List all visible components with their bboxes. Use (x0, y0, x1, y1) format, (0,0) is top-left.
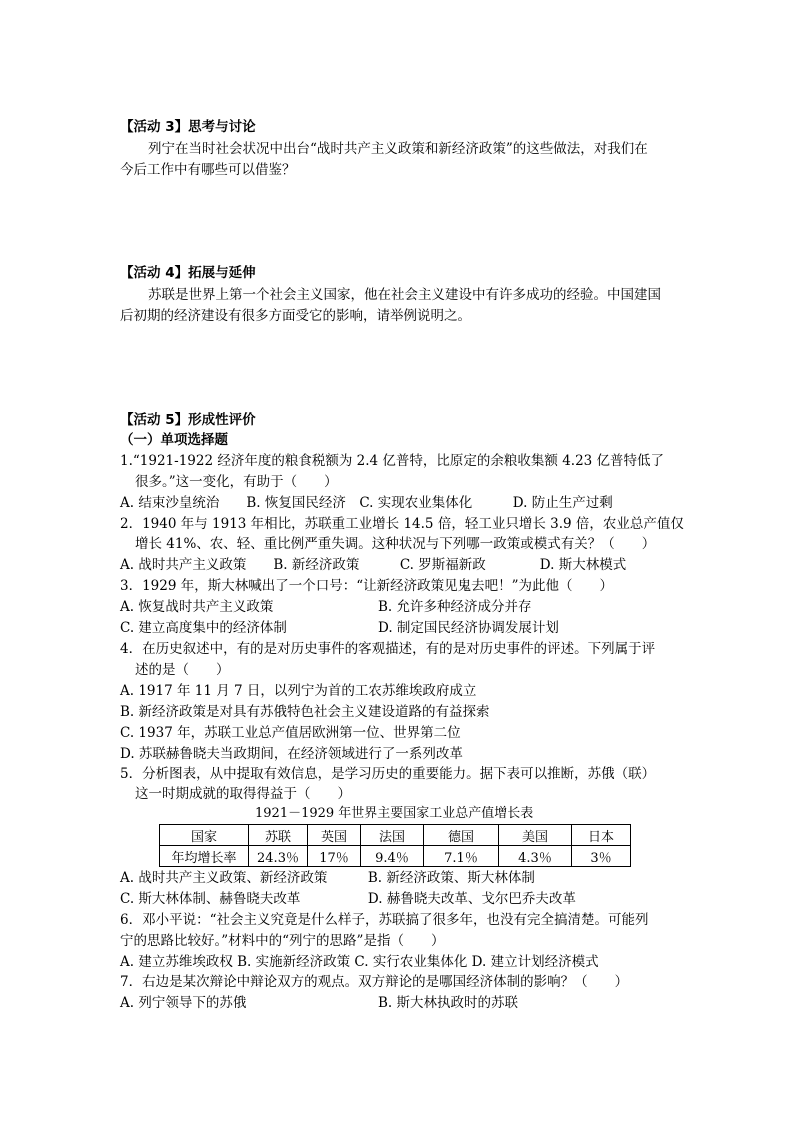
table-cell-rate: 9.4％ (361, 846, 424, 867)
q7-option-b: B. 斯大林执政时的苏联 (378, 995, 519, 1011)
q4-stem-line2: 述的是（ ） (135, 662, 230, 678)
table-cell-rate: 4.3％ (499, 846, 572, 867)
q3-option-d: D. 制定国民经济协调发展计划 (378, 620, 559, 636)
q7-stem: 7．右边是某次辩论中辩论双方的观点。双方辩论的是哪国经济体制的影响？（ ） (120, 974, 629, 990)
table-cell-country: 英国 (308, 825, 361, 846)
q4-option-a: A. 1917 年 11 月 7 日，以列宁为首的工农苏维埃政府成立 (120, 683, 477, 699)
q5-options-ab: A. 战时共产主义政策、新经济政策 B. 新经济政策、斯大林体制 (120, 870, 535, 886)
table-header-growth-rate: 年均增长率 (160, 846, 249, 867)
q4-option-c: C. 1937 年，苏联工业总产值居欧洲第一位、世界第二位 (120, 725, 461, 741)
table-cell-rate: 7.1％ (424, 846, 499, 867)
q3-option-c: C. 建立高度集中的经济体制 (120, 620, 287, 636)
section-heading-single-choice: （一）单项选择题 (120, 432, 228, 448)
table-row-growth-rates (160, 846, 631, 867)
table-cell-country: 日本 (572, 825, 631, 846)
q3-stem: 3．1929 年，斯大林喊出了一个口号：“让新经济政策见鬼去吧！”为此他（ ） (120, 578, 614, 594)
q1-stem-line1: 1.“1921-1922 经济年度的粮食税额为 2.4 亿普特，比原定的余粮收集额 4.23 亿普特低了 (120, 453, 665, 469)
q5-stem-line1: 5．分析图表，从中提取有效信息，是学习历史的重要能力。据下表可以推断，苏俄（联） (120, 766, 656, 782)
table-cell-country: 德国 (424, 825, 499, 846)
activity3-text-line1: 列宁在当时社会状况中出台“战时共产主义政策和新经济政策”的这些做法，对我们在 (148, 141, 648, 157)
q6-stem-line2: 宁的思路比较好。”材料中的“列宁的思路”是指（ ） (120, 933, 445, 949)
q4-option-d: D. 苏联赫鲁晓夫当政期间，在经济领域进行了一系列改革 (120, 746, 463, 762)
growth-table-caption: 1921－1929 年世界主要国家工业总产值增长表 (255, 806, 534, 821)
q2-stem-line2: 增长 41%、农、轻、重比例严重失调。这种状况与下列哪一政策或模式有关？（ ） (135, 536, 656, 552)
activity3-text-line2: 今后工作中有哪些可以借鉴？ (120, 162, 296, 178)
q5-stem-line2: 这一时期成就的取得得益于（ ） (135, 786, 351, 802)
q5-options-cd: C. 斯大林体制、赫鲁晓夫改革 D. 赫鲁晓夫改革、戈尔巴乔夫改革 (120, 891, 576, 907)
q4-stem-line1: 4．在历史叙述中，有的是对历史事件的客观描述，有的是对历史事件的评述。下列属于评 (120, 641, 656, 657)
activity4-heading: 【活动 4】拓展与延伸 (120, 265, 256, 281)
q6-options: A. 建立苏维埃政权 B. 实施新经济政策 C. 实行农业集体化 D. 建立计划经济模式 (120, 954, 599, 970)
activity5-heading: 【活动 5】形成性评价 (120, 412, 256, 428)
q7-option-a: A. 列宁领导下的苏俄 (120, 995, 247, 1011)
table-cell-rate: 24.3％ (249, 846, 308, 867)
table-cell-rate: 3％ (572, 846, 631, 867)
q4-option-b: B. 新经济政策是对具有苏俄特色社会主义建设道路的有益探索 (120, 704, 490, 720)
q3-option-b: B. 允许多种经济成分并存 (378, 599, 532, 615)
industrial-growth-table (159, 824, 631, 867)
activity4-text-line1: 苏联是世界上第一个社会主义国家，他在社会主义建设中有许多成功的经验。中国建国 (148, 287, 661, 303)
q1-options: A. 结束沙皇统治 B. 恢复国民经济 C. 实现农业集体化 D. 防止生产过剩 (120, 495, 613, 511)
table-cell-country: 苏联 (249, 825, 308, 846)
table-cell-country: 法国 (361, 825, 424, 846)
q2-stem-line1: 2．1940 年与 1913 年相比，苏联重工业增长 14.5 倍，轻工业只增长 3.9 倍，农业总产值仅 (120, 516, 684, 532)
table-cell-rate: 17％ (308, 846, 361, 867)
q2-options: A. 战时共产主义政策 B. 新经济政策 C. 罗斯福新政 D. 斯大林模式 (120, 557, 627, 573)
q1-stem-line2: 很多。”这一变化，有助于（ ） (135, 474, 338, 490)
activity4-text-line2: 后初期的经济建设有很多方面受它的影响，请举例说明之。 (120, 308, 471, 324)
q6-stem-line1: 6．邓小平说：“社会主义究竟是什么样子，苏联搞了很多年，也没有完全搞清楚。可能列 (120, 912, 649, 928)
q3-option-a: A. 恢复战时共产主义政策 (120, 599, 274, 615)
activity3-heading: 【活动 3】思考与讨论 (120, 119, 256, 135)
table-cell-country: 美国 (499, 825, 572, 846)
table-header-country: 国家 (160, 825, 249, 846)
table-row-countries (160, 825, 631, 846)
